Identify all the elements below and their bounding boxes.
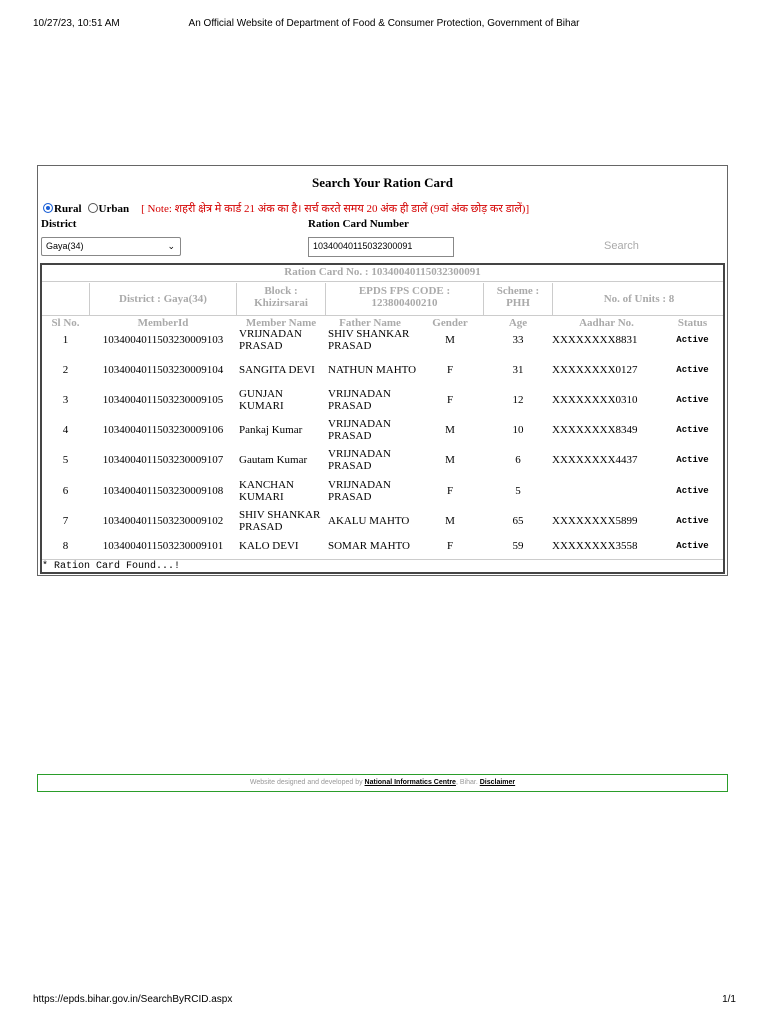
summary-units: No. of Units : 8 [603, 293, 675, 305]
credit-mid: , Bihar. [455, 779, 478, 786]
row-father-name: SOMAR MAHTO [328, 540, 411, 552]
row-sl-no: 2 [62, 364, 69, 376]
district-select[interactable] [41, 237, 181, 256]
row-father-name: AKALU MAHTO [328, 515, 410, 527]
row-status: Active [676, 486, 709, 496]
row-member-name: SHIV SHANKAR PRASAD [239, 509, 321, 533]
row-age: 5 [515, 485, 521, 497]
row-member-name: Pankaj Kumar [239, 424, 303, 436]
row-sl-no: 6 [62, 485, 69, 497]
ration-card-number-label: Ration Card Number [308, 218, 409, 230]
summary-block: Block : Khizirsarai [254, 285, 308, 309]
page-number: 1/1 [722, 994, 736, 1005]
col-member-id: MemberId [137, 317, 189, 329]
chevron-down-icon: ⌄ [167, 241, 175, 251]
row-age: 59 [512, 540, 524, 552]
row-status: Active [676, 541, 709, 551]
radio-rural[interactable] [43, 203, 88, 215]
row-member-name: KALO DEVI [239, 540, 299, 552]
row-gender: M [445, 515, 455, 527]
found-message: * Ration Card Found...! [42, 561, 181, 572]
row-gender: F [446, 394, 454, 406]
col-sl-no: Sl No. [51, 317, 80, 329]
row-father-name: VRIJNADAN PRASAD [328, 388, 391, 412]
row-gender: M [445, 334, 455, 346]
row-sl-no: 5 [62, 454, 69, 466]
row-member-name: GUNJAN KUMARI [239, 388, 284, 412]
row-status: Active [676, 425, 709, 435]
print-datetime: 10/27/23, 10:51 AM [33, 18, 120, 29]
row-member-name: KANCHAN KUMARI [239, 479, 294, 503]
radio-urban-icon[interactable] [88, 203, 98, 213]
row-status: Active [676, 365, 709, 375]
row-member-name: Gautam Kumar [239, 454, 308, 466]
row-gender: M [445, 454, 455, 466]
row-gender: M [445, 424, 455, 436]
row-age: 6 [515, 454, 521, 466]
row-father-name: VRIJNADAN PRASAD [328, 418, 391, 442]
row-father-name: NATHUN MAHTO [328, 364, 417, 376]
radio-urban-label[interactable]: Urban [98, 203, 130, 215]
district-select-value: Gaya(34) [46, 241, 84, 251]
search-button[interactable]: Search [604, 240, 639, 252]
row-status: Active [676, 455, 709, 465]
row-age: 12 [512, 394, 524, 406]
row-aadhar: XXXXXXXX5899 [552, 515, 638, 527]
row-member-id: 1034004011503230009104 [102, 364, 224, 376]
row-sl-no: 1 [62, 334, 69, 346]
row-status: Active [676, 516, 709, 526]
summary-scheme: Scheme : PHH [496, 285, 540, 309]
credit-prefix: Website designed and developed by [249, 779, 363, 786]
summary-district: District : Gaya(34) [119, 293, 207, 305]
row-father-name: SHIV SHANKAR PRASAD [328, 328, 410, 352]
row-sl-no: 4 [62, 424, 69, 436]
row-member-id: 1034004011503230009106 [102, 424, 224, 436]
summary-fps-code: EPDS FPS CODE : 123800400210 [358, 285, 451, 309]
row-status: Active [676, 395, 709, 405]
ration-card-number-input[interactable]: 10340040115032300091 [308, 237, 454, 257]
row-sl-no: 7 [62, 515, 69, 527]
row-aadhar: XXXXXXXX4437 [552, 454, 638, 466]
divider [42, 315, 723, 316]
divider [42, 281, 723, 282]
row-gender: F [446, 364, 454, 376]
col-aadhar: Aadhar No. [579, 317, 634, 329]
site-credit [37, 774, 728, 792]
row-aadhar: XXXXXXXX8349 [552, 424, 638, 436]
row-member-id: 1034004011503230009105 [102, 394, 224, 406]
ration-card-search-panel [37, 165, 728, 576]
row-aadhar: XXXXXXXX8831 [552, 334, 638, 346]
col-age: Age [508, 317, 528, 329]
row-member-id: 1034004011503230009108 [102, 485, 224, 497]
row-age: 65 [512, 515, 524, 527]
row-member-name: SANGITA DEVI [239, 364, 315, 376]
urban-note: [ Note: शहरी क्षेत्र मे कार्ड 21 अंक का है। सर्च करते समय 20 अंक ही डालें (9वां अंक छोड़ कर डालें)] [141, 203, 530, 215]
row-sl-no: 8 [62, 540, 69, 552]
row-aadhar: XXXXXXXX0310 [552, 394, 638, 406]
area-selector [43, 201, 529, 216]
col-father-name: Father Name [339, 317, 401, 329]
nic-link[interactable]: National Informatics Centre [364, 779, 456, 786]
col-member-name: Member Name [245, 317, 317, 329]
radio-rural-label[interactable]: Rural [54, 203, 82, 215]
row-age: 31 [512, 364, 524, 376]
col-gender: Gender [432, 317, 468, 329]
district-label: District [41, 218, 77, 230]
row-member-name: VRIJNADAN PRASAD [239, 328, 302, 352]
ration-card-result [40, 263, 725, 574]
row-sl-no: 3 [62, 394, 69, 406]
row-age: 10 [512, 424, 524, 436]
row-father-name: VRIJNADAN PRASAD [328, 448, 391, 472]
divider [42, 559, 723, 560]
row-member-id: 1034004011503230009102 [102, 515, 224, 527]
row-status: Active [676, 335, 709, 345]
row-aadhar: XXXXXXXX0127 [552, 364, 638, 376]
row-father-name: VRIJNADAN PRASAD [328, 479, 391, 503]
row-gender: F [446, 485, 454, 497]
col-status: Status [677, 317, 708, 329]
disclaimer-link[interactable]: Disclaimer [479, 779, 516, 786]
row-gender: F [446, 540, 454, 552]
row-member-id: 1034004011503230009103 [102, 334, 224, 346]
page-url: https://epds.bihar.gov.in/SearchByRCID.aspx [33, 994, 233, 1005]
radio-urban[interactable] [88, 203, 136, 215]
row-member-id: 1034004011503230009107 [102, 454, 224, 466]
row-aadhar: XXXXXXXX3558 [552, 540, 638, 552]
row-age: 33 [512, 334, 524, 346]
page-title: Search Your Ration Card [312, 175, 453, 190]
row-member-id: 1034004011503230009101 [102, 540, 224, 552]
ration-card-heading: Ration Card No. : 10340040115032300091 [284, 266, 481, 278]
radio-rural-icon[interactable] [43, 203, 53, 213]
site-title: An Official Website of Department of Food & Consumer Protection, Government of Bihar [188, 18, 580, 29]
